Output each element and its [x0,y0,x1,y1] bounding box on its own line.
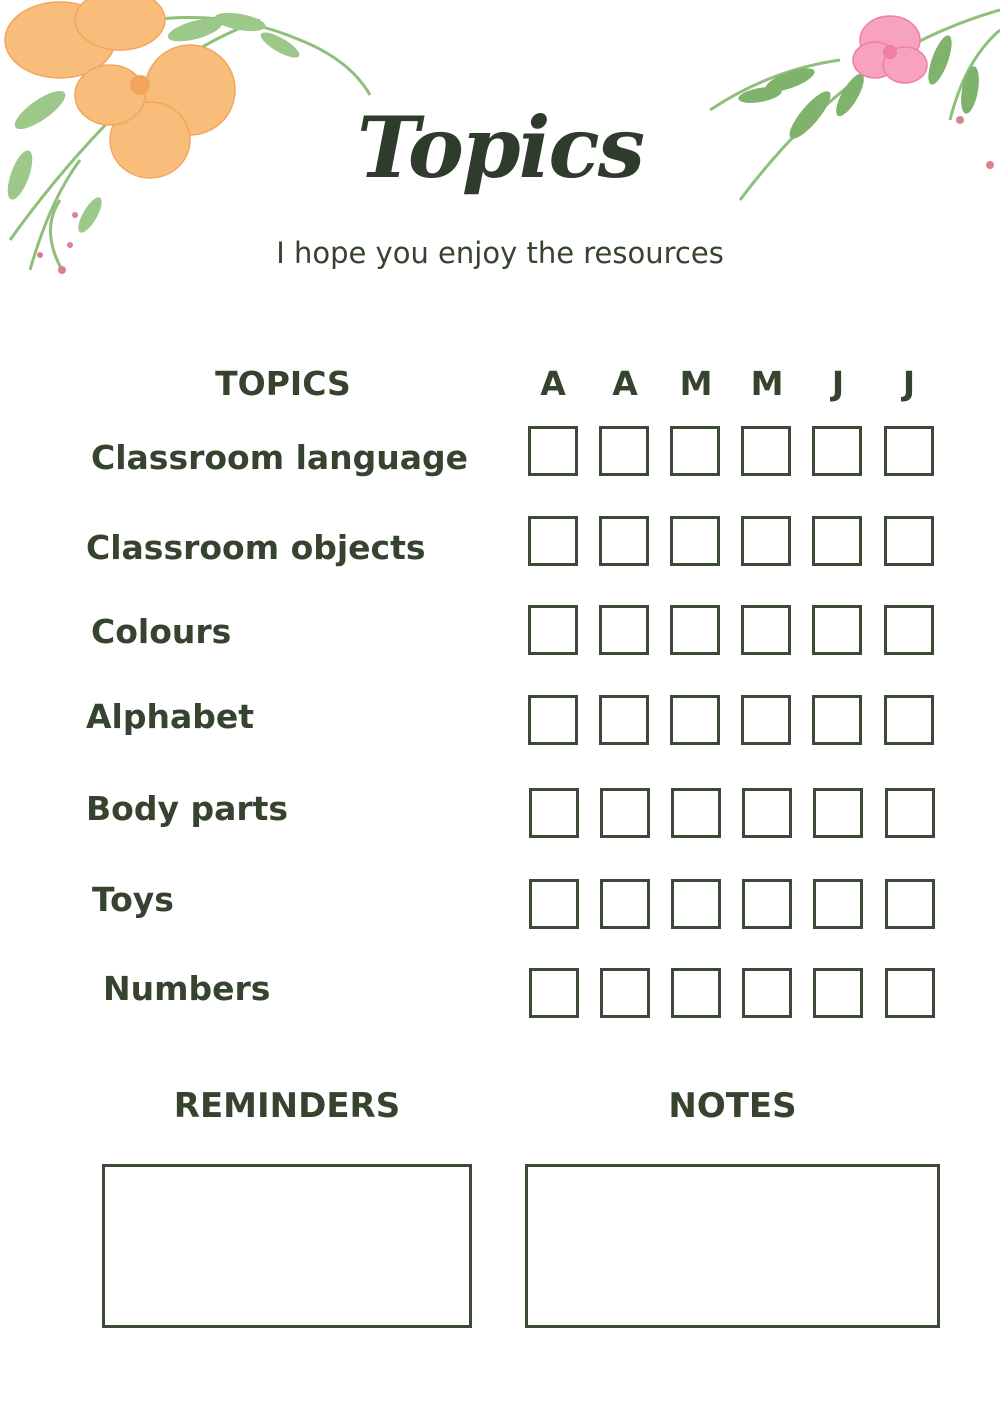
notes-label: NOTES [668,1086,797,1126]
topic-row-label: Classroom language [91,438,469,477]
topic-month-checkbox[interactable] [741,426,791,476]
topic-month-checkbox[interactable] [884,426,934,476]
month-header: J [902,364,916,403]
topic-month-checkbox[interactable] [885,788,935,838]
topic-month-checkbox[interactable] [812,426,862,476]
topic-month-checkbox[interactable] [812,516,862,566]
month-header: J [831,364,845,403]
topic-month-checkbox[interactable] [670,516,720,566]
topic-month-checkbox[interactable] [670,695,720,745]
topic-month-checkbox[interactable] [528,426,578,476]
topic-month-checkbox[interactable] [741,695,791,745]
topic-month-checkbox[interactable] [528,695,578,745]
topic-row-label: Numbers [103,969,271,1008]
topic-month-checkbox[interactable] [600,879,650,929]
notes-box[interactable] [525,1164,940,1328]
topic-month-checkbox[interactable] [813,968,863,1018]
topic-month-checkbox[interactable] [813,788,863,838]
topic-month-checkbox[interactable] [599,426,649,476]
topic-month-checkbox[interactable] [742,968,792,1018]
topic-month-checkbox[interactable] [600,968,650,1018]
topic-month-checkbox[interactable] [529,968,579,1018]
topic-month-checkbox[interactable] [884,516,934,566]
topic-month-checkbox[interactable] [813,879,863,929]
topics-column-header: TOPICS [215,364,351,403]
topic-month-checkbox[interactable] [528,516,578,566]
topic-month-checkbox[interactable] [670,426,720,476]
reminders-label: REMINDERS [173,1086,401,1126]
topic-month-checkbox[interactable] [671,879,721,929]
topic-row-label: Alphabet [86,697,255,736]
topic-month-checkbox[interactable] [741,605,791,655]
topic-month-checkbox[interactable] [529,788,579,838]
topic-month-checkbox[interactable] [600,788,650,838]
topic-month-checkbox[interactable] [812,605,862,655]
page-title: Topics [357,98,643,197]
page-subtitle: I hope you enjoy the resources [276,236,724,270]
topic-month-checkbox[interactable] [812,695,862,745]
topic-month-checkbox[interactable] [599,695,649,745]
topic-month-checkbox[interactable] [885,968,935,1018]
month-header: M [679,364,713,403]
topic-month-checkbox[interactable] [741,516,791,566]
topic-month-checkbox[interactable] [671,788,721,838]
topic-row-label: Body parts [86,789,289,828]
month-header: A [540,364,566,403]
topic-month-checkbox[interactable] [599,516,649,566]
month-header: M [750,364,784,403]
topic-row-label: Colours [91,612,232,651]
topic-row-label: Classroom objects [86,528,426,567]
topic-month-checkbox[interactable] [671,968,721,1018]
topic-month-checkbox[interactable] [670,605,720,655]
topic-month-checkbox[interactable] [884,695,934,745]
topic-month-checkbox[interactable] [884,605,934,655]
topic-month-checkbox[interactable] [742,788,792,838]
topic-month-checkbox[interactable] [599,605,649,655]
topic-month-checkbox[interactable] [885,879,935,929]
topic-month-checkbox[interactable] [529,879,579,929]
topic-row-label: Toys [92,880,174,919]
topic-month-checkbox[interactable] [528,605,578,655]
month-header: A [612,364,638,403]
topic-month-checkbox[interactable] [742,879,792,929]
reminders-box[interactable] [102,1164,472,1328]
